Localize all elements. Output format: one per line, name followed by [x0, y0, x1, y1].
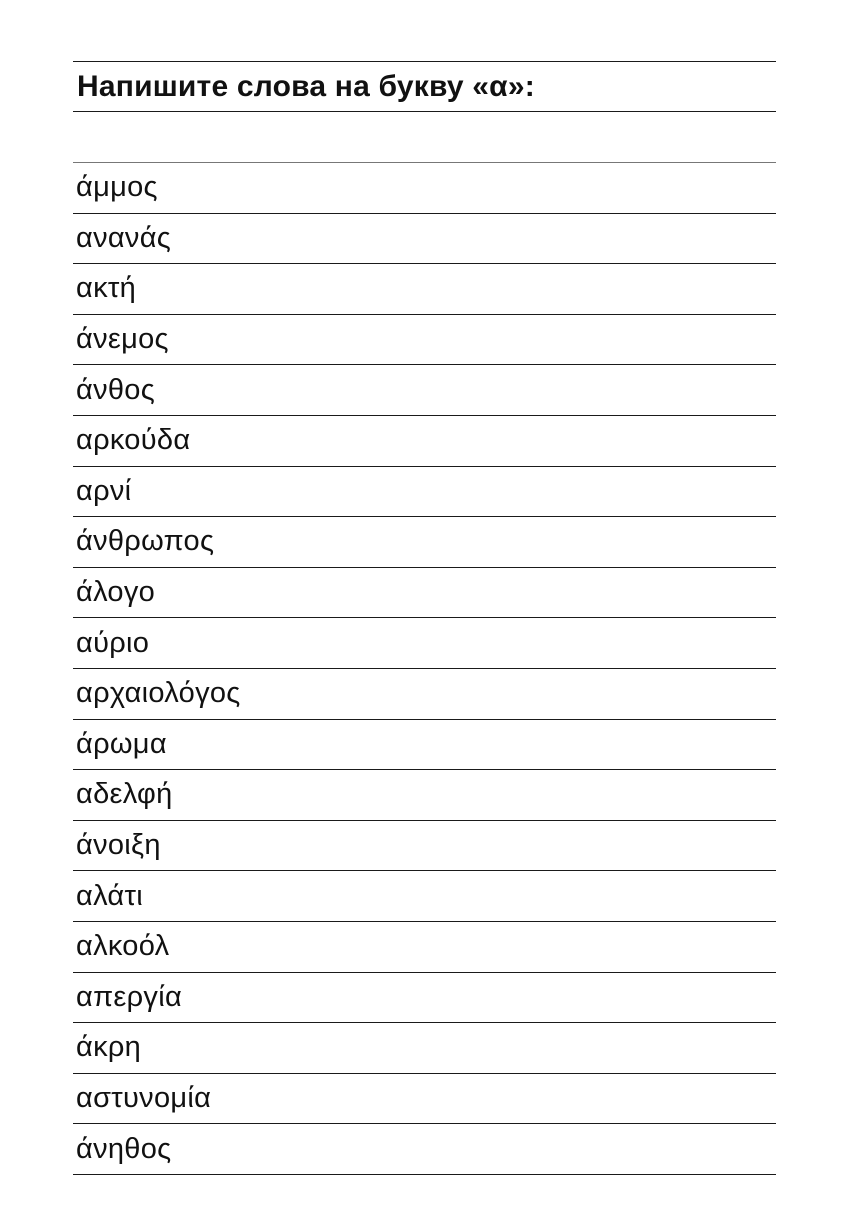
- word-row: [73, 1124, 776, 1175]
- word-row: [73, 618, 776, 669]
- word-row: [73, 517, 776, 568]
- word-row: [73, 365, 776, 416]
- word-text: άμμος: [76, 171, 158, 204]
- word-text: άλογο: [76, 576, 156, 609]
- word-text: άκρη: [76, 1031, 142, 1064]
- word-text: άρωμα: [76, 727, 167, 760]
- word-row: [73, 871, 776, 922]
- worksheet-title: Напишите слова на букву «α»:: [77, 69, 535, 103]
- word-row: [73, 163, 776, 214]
- word-row: [73, 264, 776, 315]
- word-text: ανανάς: [76, 221, 172, 254]
- word-row: [73, 770, 776, 821]
- word-row: [73, 315, 776, 366]
- word-text: άνεμος: [76, 323, 169, 356]
- word-text: αλάτι: [76, 879, 143, 912]
- word-row: [73, 922, 776, 973]
- word-row: [73, 1023, 776, 1074]
- word-text: αλκοόλ: [76, 930, 170, 963]
- word-text: αστυνομία: [76, 1081, 212, 1114]
- title-row: [73, 62, 776, 112]
- worksheet: [73, 61, 776, 1175]
- word-text: απεργία: [76, 980, 183, 1013]
- word-text: ακτή: [76, 272, 137, 305]
- word-row: [73, 416, 776, 467]
- word-text: άνηθος: [76, 1132, 172, 1165]
- word-text: άνοιξη: [76, 829, 161, 862]
- blank-writing-line: [73, 112, 776, 163]
- word-row: [73, 669, 776, 720]
- word-row: [73, 1074, 776, 1125]
- word-row: [73, 214, 776, 265]
- word-row: [73, 973, 776, 1024]
- word-text: αύριο: [76, 626, 150, 659]
- word-text: αρχαιολόγος: [76, 677, 241, 710]
- word-row: [73, 568, 776, 619]
- word-row: [73, 467, 776, 518]
- word-text: άνθος: [76, 373, 155, 406]
- word-row: [73, 821, 776, 872]
- word-text: αδελφή: [76, 778, 173, 811]
- word-list: [73, 163, 776, 1175]
- word-row: [73, 720, 776, 771]
- word-text: άνθρωπος: [76, 525, 215, 558]
- word-text: αρκούδα: [76, 424, 191, 457]
- word-text: αρνί: [76, 474, 132, 507]
